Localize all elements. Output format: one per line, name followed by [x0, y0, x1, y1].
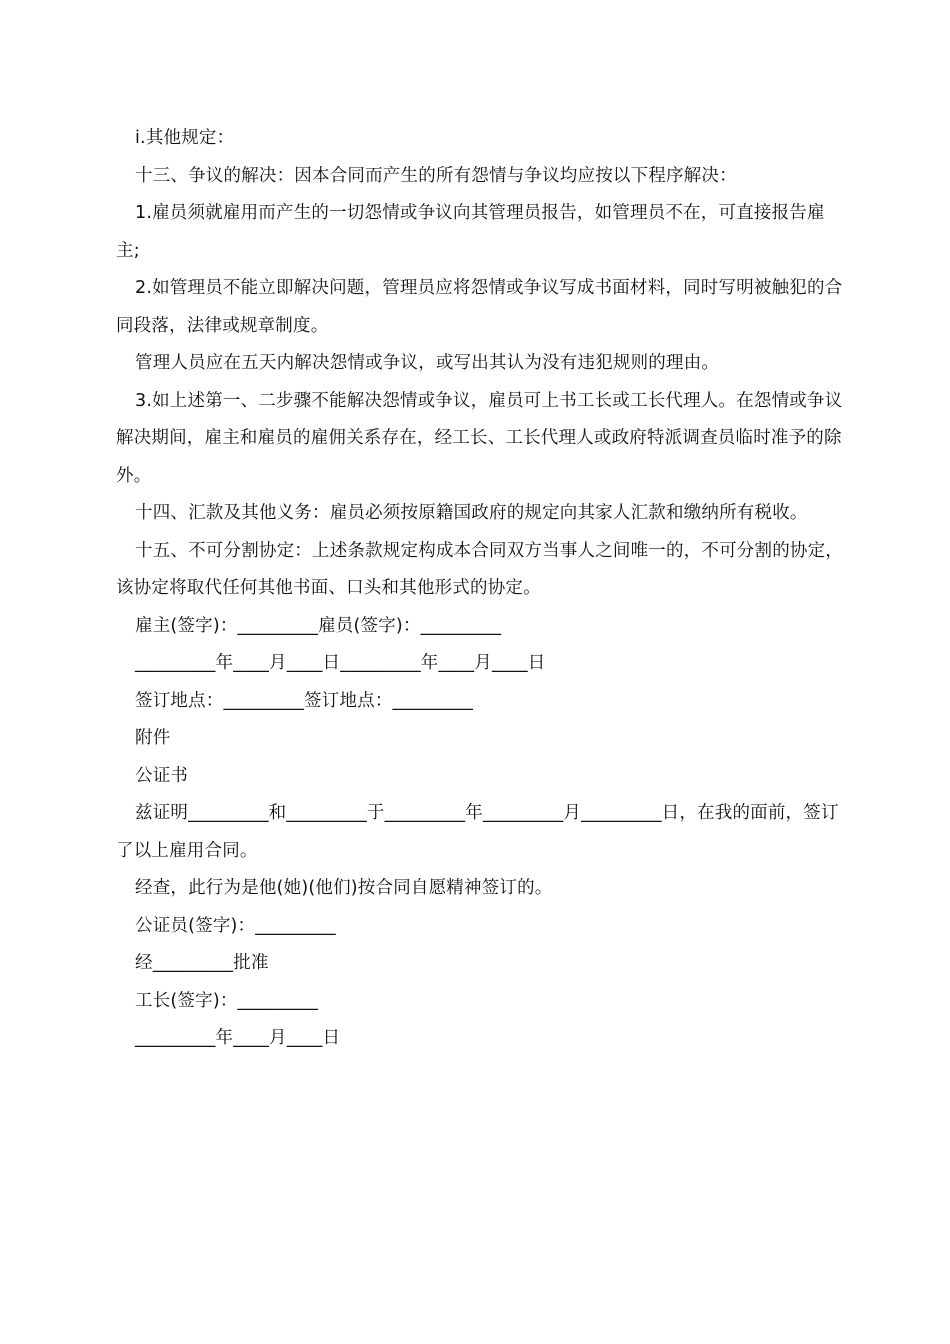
clause-13-step-3: 3.如上述第一、二步骤不能解决怨情或争议，雇员可上书工长或工长代理人。在怨情或争议解决期间，雇主和雇员的雇佣关系存在，经工长、工长代理人或政府特派调查员临时准予的除外。: [116, 390, 843, 486]
clause-13-heading: 十三、争议的解决：因本合同而产生的所有怨情与争议均应按以下程序解决：: [135, 165, 737, 186]
final-date-line: _________年____月____日: [135, 1028, 341, 1048]
clause-other-provisions: i.其他规定：: [135, 128, 235, 148]
notarial-certification-text: 兹证明_________和_________于_________年_________月_________日，在我的面前，签订了以上雇用合同。: [116, 803, 839, 861]
attachment-label: 附件: [135, 728, 171, 748]
document-body: [116, 120, 844, 1058]
signature-line-parties: 雇主(签字)：_________雇员(签字)：_________: [135, 615, 502, 636]
notary-signature-line: 公证员(签字)：_________: [135, 915, 336, 936]
clause-13-step-1: 1.雇员须就雇用而产生的一切怨情或争议向其管理员报告，如管理员不在，可直接报告雇主;: [116, 203, 825, 261]
signing-place-line: 签订地点：_________签订地点：_________: [135, 690, 474, 711]
notarial-certificate-title: 公证书: [135, 765, 189, 786]
approval-line: 经_________批准: [135, 953, 269, 973]
clause-15: 十五、不可分割协定：上述条款规定构成本合同双方当事人之间唯一的，不可分割的协定，该协定将取代任何其他书面、口头和其他形式的协定。: [116, 540, 843, 598]
clause-13-step-2: 2.如管理员不能立即解决问题，管理员应将怨情或争议写成书面材料，同时写明被触犯的合同段落，法律或规章制度。: [116, 278, 843, 336]
clause-13-manager-deadline: 管理人员应在五天内解决怨情或争议，或写出其认为没有违犯规则的理由。: [135, 353, 720, 373]
notarial-review-text: 经查，此行为是他(她)(他们)按合同自愿精神签订的。: [135, 878, 553, 898]
clause-14: 十四、汇款及其他义务：雇员必须按原籍国政府的规定向其家人汇款和缴纳所有税收。: [135, 503, 808, 523]
foreman-signature-line: 工长(签字)：_________: [135, 990, 319, 1011]
signature-date-line: _________年____月____日_________年____月____日: [135, 653, 546, 673]
